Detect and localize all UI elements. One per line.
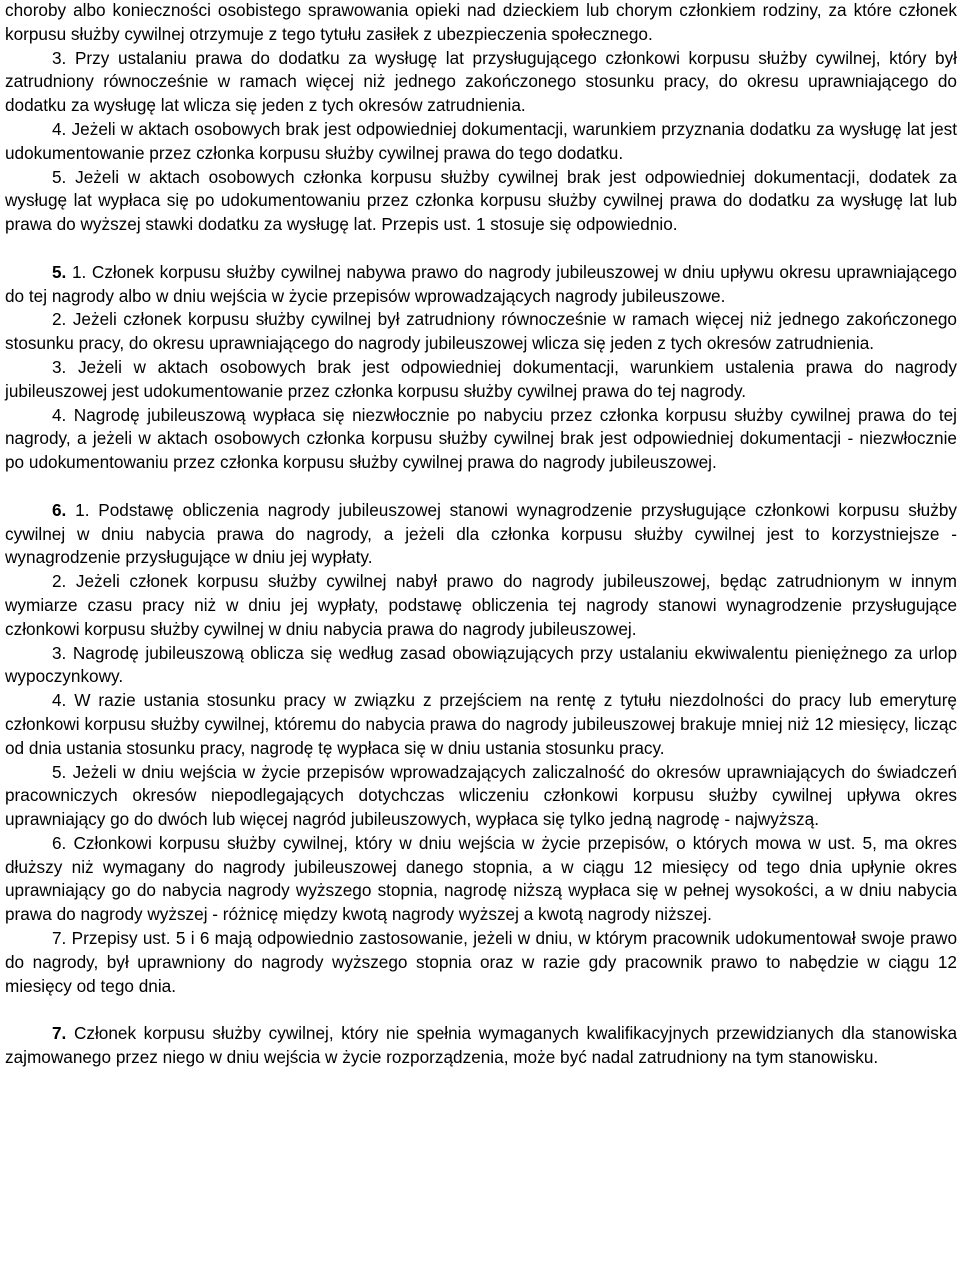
art7-paragraph xyxy=(5,1022,957,1070)
art6-paragraph-6: 6. Członkowi korpusu służby cywilnej, który w dniu wejścia w życie przepisów, o których mowa w ust. 5, ma okres dłuższy niż wymagany do nagrody jubileuszowej danego stopnia, a w ciągu 12 miesięcy od tego dnia upłynie okres uprawniający go do nabycia nagrody wyższego stopnia, nagrodę niższą wypłaca się w pełnej wysokości, a w dniu nabycia prawa do nagrody wyższej - różnicę między kwotą nagrody wyższej a kwotą nagrody niższej. xyxy=(5,832,957,925)
art7-text: Członek korpusu służby cywilnej, który nie spełnia wymaganych kwalifikacyjnych przewidzianych dla stanowiska zajmowanego przez niego w dniu wejścia w życie rozporządzenia, może być nadal zatrudniony na tym stanowisku. xyxy=(5,1023,957,1068)
art6-paragraph-7: 7. Przepisy ust. 5 i 6 mają odpowiednio zastosowanie, jeżeli w dniu, w którym pracownik udokumentował swoje prawo do nagrody, był uprawniony do nagrody wyższego stopnia oraz w razie gdy pracownik prawo to nabędzie w ciągu 12 miesięcy od tego dnia. xyxy=(5,928,957,996)
art6-paragraph-5: 5. Jeżeli w dniu wejścia w życie przepisów wprowadzających zaliczalność do okresów uprawniających do świadczeń pracowniczych okresów niepodlegających dotychczas wliczeniu członkowi korpusu służby cywilnej upływa okres uprawniający go do dwóch lub więcej nagród jubileuszowych, wypłaca się tylko jedną nagrodę - najwyższą. xyxy=(5,761,957,830)
art6-paragraph-2: 2. Jeżeli członek korpusu służby cywilnej nabył prawo do nagrody jubileuszowej, będąc zatrudnionym w innym wymiarze czasu pracy niż w dniu jej wypłaty, podstawę obliczenia tej nagrody stanowi wynagrodzenie przysługujące członkowi korpusu służby cywilnej w dniu nabycia prawa do nagrody jubileuszowej. xyxy=(5,571,957,639)
section-spacer xyxy=(5,237,957,261)
article-number-5: 5. xyxy=(52,261,67,282)
art4-paragraph-5: 5. Jeżeli w aktach osobowych członka korpusu służby cywilnej brak jest odpowiedniej dokumentacji, dodatek za wysługę lat wypłaca się po udokumentowaniu przez członka korpusu służby cywilnej prawa do dodatku za wysługę lat lub prawa do wyższej stawki dodatku za wysługę lat. Przepis ust. 1 stosuje się odpowiednio. xyxy=(5,166,957,235)
art5-paragraph-4: 4. Nagrodę jubileuszową wypłaca się niezwłocznie po nabyciu przez członka korpusu służby cywilnej prawa do tej nagrody, a jeżeli w aktach osobowych członka korpusu służby cywilnej brak jest odpowiedniej dokumentacji - niezwłocznie po udokumentowaniu przez członka korpusu służby cywilnej prawa do nagrody jubileuszowej. xyxy=(5,404,957,473)
art6-paragraph-3: 3. Nagrodę jubileuszową oblicza się według zasad obowiązujących przy ustalaniu ekwiwalentu pieniężnego za urlop wypoczynkowy. xyxy=(5,642,957,687)
paragraph-continuation: choroby albo konieczności osobistego sprawowania opieki nad dzieckiem lub chorym członkiem rodziny, za które członek korpusu służby cywilnej otrzymuje z tego tytułu zasiłek z ubezpieczenia społecznego. xyxy=(5,0,957,44)
section-spacer xyxy=(5,998,957,1022)
art6-paragraph-4: 4. W razie ustania stosunku pracy w związku z przejściem na rentę z tytułu niezdolności do pracy lub emeryturę członkowi korpusu służby cywilnej, któremu do nabycia prawa do nagrody jubileuszowej brakuje mniej niż 12 miesięcy, licząc od dnia ustania stosunku pracy, nagrodę tę wypłaca się w dniu ustania stosunku pracy. xyxy=(5,690,957,758)
art5-paragraph-1-text: 1. Członek korpusu służby cywilnej nabywa prawo do nagrody jubileuszowej w dniu upływu okresu uprawniającego do tej nagrody albo w dniu wejścia w życie przepisów wprowadzających nagrody jubileuszowe. xyxy=(5,261,957,306)
art6-paragraph-1 xyxy=(5,499,957,570)
art5-paragraph-3: 3. Jeżeli w aktach osobowych brak jest odpowiedniej dokumentacji, warunkiem ustalenia prawa do nagrody jubileuszowej jest udokumentowanie przez członka korpusu służby cywilnej prawa do tej nagrody. xyxy=(5,356,957,401)
article-number-7: 7. xyxy=(52,1023,67,1044)
article-number-6: 6. xyxy=(52,499,67,520)
art5-paragraph-1 xyxy=(5,261,957,309)
art4-paragraph-4: 4. Jeżeli w aktach osobowych brak jest odpowiedniej dokumentacji, warunkiem przyznania dodatku za wysługę lat jest udokumentowanie przez członka korpusu służby cywilnej prawa do tego dodatku. xyxy=(5,118,957,163)
section-spacer xyxy=(5,475,957,499)
art6-paragraph-1-text: 1. Podstawę obliczenia nagrody jubileuszowej stanowi wynagrodzenie przysługujące członkowi korpusu służby cywilnej w dniu nabycia prawa do nagrody, a jeżeli dla członka korpusu służby cywilnej jest to korzystniejsze - wynagrodzenie przysługujące w dniu jej wypłaty. xyxy=(5,499,957,568)
art5-paragraph-2: 2. Jeżeli członek korpusu służby cywilnej był zatrudniony równocześnie w ramach więcej niż jednego zakończonego stosunku pracy, do okresu uprawniającego do nagrody jubileuszowej wlicza się jeden z tych okresów zatrudnienia. xyxy=(5,309,957,354)
art4-paragraph-3: 3. Przy ustalaniu prawa do dodatku za wysługę lat przysługującego członkowi korpusu służby cywilnej, który był zatrudniony równocześnie w ramach więcej niż jednego zakończonego stosunku pracy, do okresu uprawniającego do dodatku za wysługę lat wlicza się jeden z tych okresów zatrudnienia. xyxy=(5,47,957,116)
